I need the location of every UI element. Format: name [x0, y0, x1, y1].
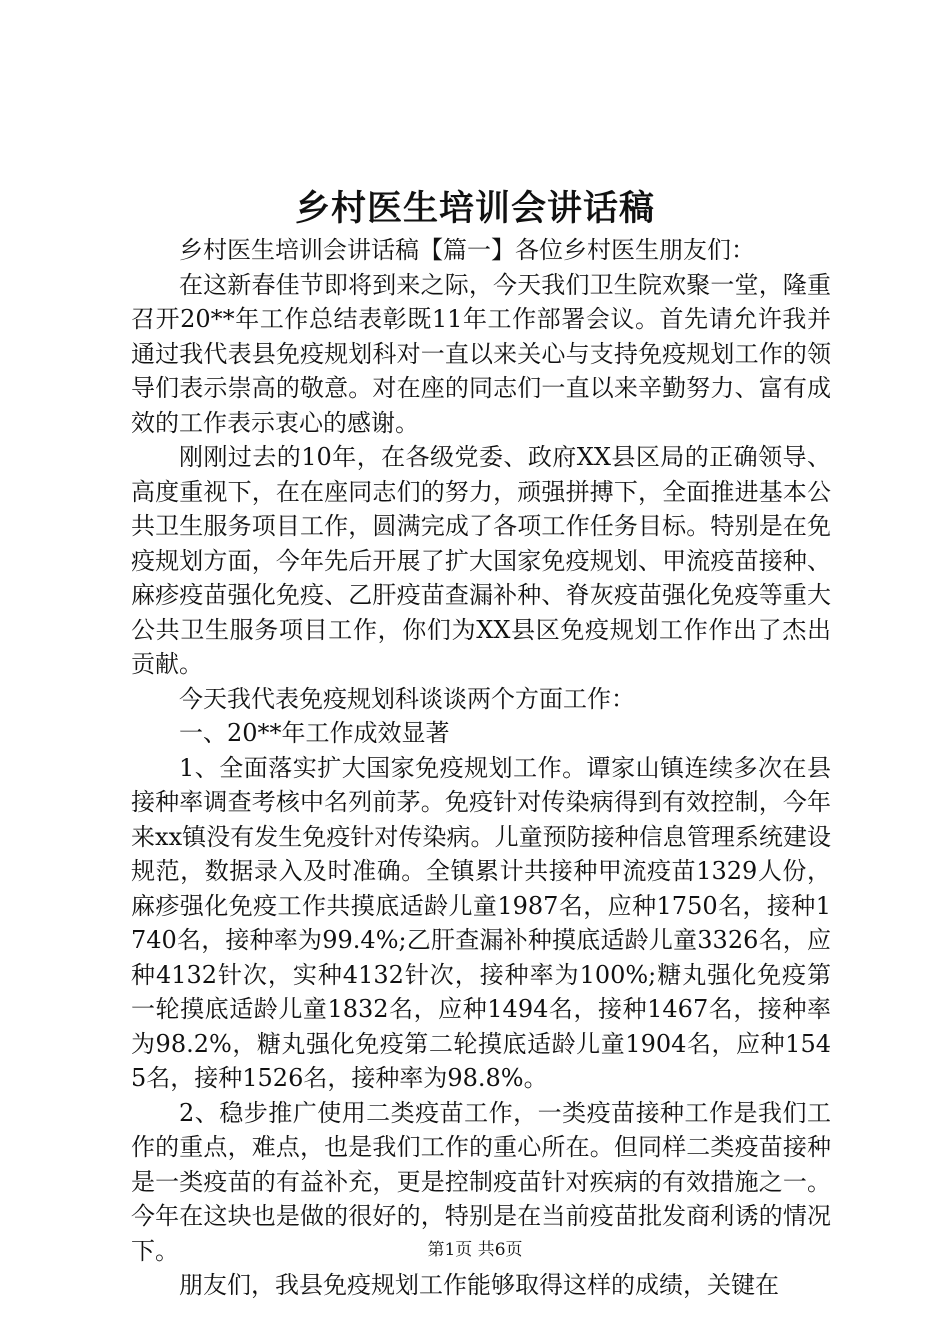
paragraph-4: 今天我代表免疫规划科谈谈两个方面工作：	[179, 684, 635, 713]
paragraph-3: 刚刚过去的10年，在各级党委、政府XX县区局的正确领导、高度重视下，在在座同志们的努力，顽强拼搏下，全面推进基本公共卫生服务项目工作，圆满完成了各项工作任务目标。特别是在免疫规划方面，今年先后开展了扩大国家免疫规划、甲流疫苗接种、麻疹疫苗强化免疫、乙肝疫苗查漏补种、脊灰疫苗强化免疫等重大公共卫生服务项目工作，你们为XX县区免疫规划工作作出了杰出贡献。	[131, 443, 831, 678]
document-body	[131, 233, 831, 1303]
document-title: 乡村医生培训会讲话稿	[294, 188, 655, 229]
section-heading: 一、20**年工作成效显著	[179, 719, 450, 747]
paragraph-7: 朋友们，我县免疫规划工作能够取得这样的成绩，关键在	[179, 1271, 779, 1299]
paragraph-5: 1、全面落实扩大国家免疫规划工作。谭家山镇连续多次在县接种率调查考核中名列前茅。免疫针对传染病得到有效控制，今年来xx镇没有发生免疫针对传染病。儿童预防接种信息管理系统建设规范，数据录入及时准确。全镇累计共接种甲流疫苗1329人份，麻疹强化免疫工作共摸底适龄儿童1987名，应种1750名，接种1740名，接种率为99.4%;乙肝查漏补种摸底适龄儿童3326名，应种4132针次，实种4132针次，接种率为100%;糖丸强化免疫第一轮摸底适龄儿童1832名，应种1494名，接种1467名，接种率为98.2%，糖丸强化免疫第二轮摸底适龄儿童1904名，应种1545名，接种1526名，接种率为98.8%。	[131, 753, 831, 1092]
paragraph-6: 2、稳步推广使用二类疫苗工作，一类疫苗接种工作是我们工作的重点，难点，也是我们工作的重心所在。但同样二类疫苗接种是一类疫苗的有益补充，更是控制疫苗针对疾病的有效措施之一。今年在这块也是做的很好的，特别是在当前疫苗批发商利诱的情况下。	[131, 1098, 831, 1265]
paragraph-1: 乡村医生培训会讲话稿【篇一】各位乡村医生朋友们：	[179, 236, 755, 264]
paragraph-2: 在这新春佳节即将到来之际，今天我们卫生院欢聚一堂，隆重召开20**年工作总结表彰既11年工作部署会议。首先请允许我并通过我代表县免疫规划科对一直以来关心与支持免疫规划工作的领导们表示崇高的敬意。对在座的同志们一直以来辛勤努力、富有成效的工作表示衷心的感谢。	[131, 270, 831, 437]
page-number: 第1页 共6页	[427, 1240, 523, 1260]
